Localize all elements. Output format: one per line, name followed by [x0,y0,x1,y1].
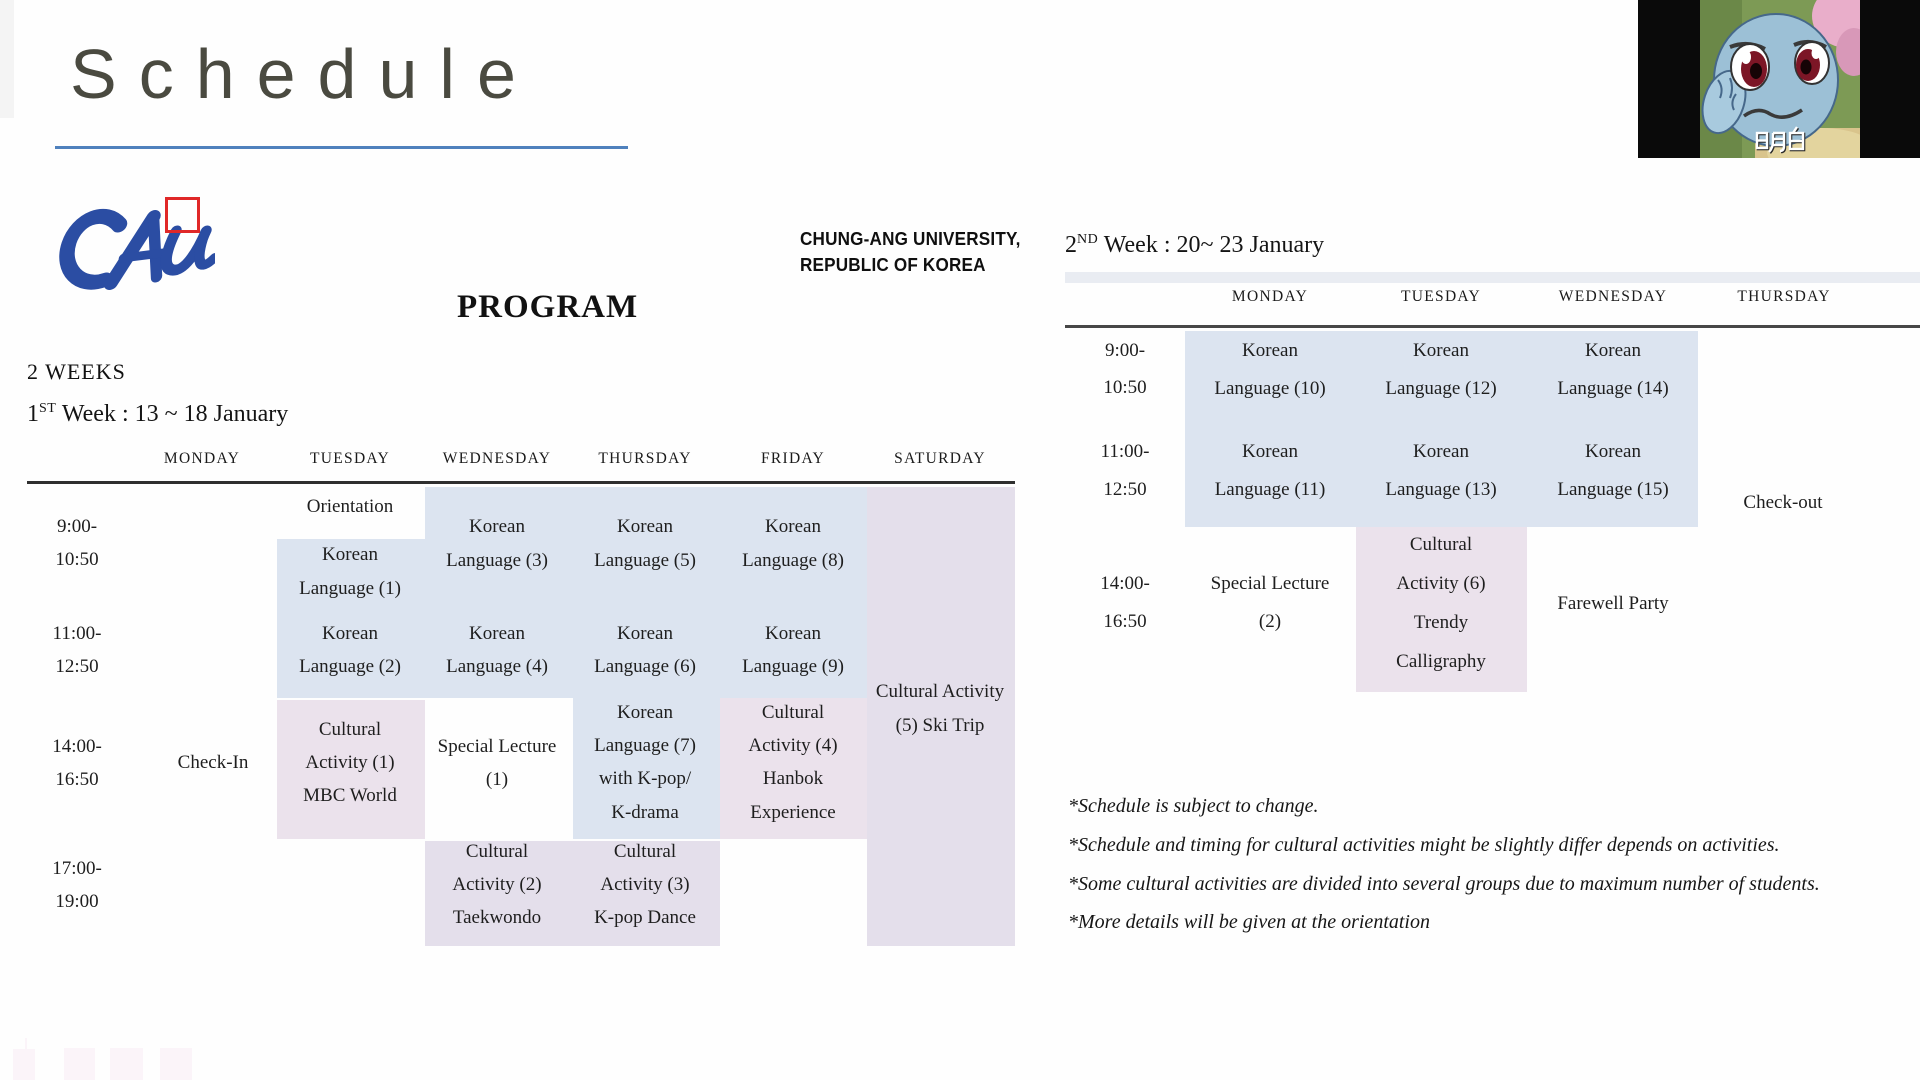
week2-day-header: THURSDAY [1737,288,1831,305]
week2-cell-label: Korean [1242,441,1298,462]
week2-cell-label: Korean [1585,340,1641,361]
webcam-overlay [1638,0,1920,158]
week1-cell-label: Language (7) [594,735,696,756]
corner-shade [0,0,14,118]
title-underline [55,146,628,149]
footnote: *Schedule and timing for cultural activities might be slightly differ depends on activities. [1068,833,1780,856]
week1-cell-label: Check-In [177,752,249,773]
week2-cell-label: Farewell Party [1557,593,1669,614]
week1-cell-label: Language (5) [594,550,696,571]
watermark-mark [160,1048,192,1080]
week1-cell-label: (1) [485,769,509,790]
university-line1: CHUNG-ANG UNIVERSITY, [800,229,1021,249]
week1-cell-label: Taekwondo [452,907,542,928]
week1-cell-label: Cultural [318,719,382,740]
week2-cell-label: Check-out [1743,492,1823,513]
week1-cell-label: 9:00- [56,516,98,537]
week1-cell-label: Language (6) [594,656,696,677]
footnote: *Schedule is subject to change. [1068,795,1319,817]
university-line2: REPUBLIC OF KOREA [800,255,986,275]
university-name [800,226,1021,278]
week1-cell-label: 12:50 [55,656,99,677]
week2-cell-label: Korean [1585,441,1641,462]
week1-cell-label: Cultural Activity [875,681,1005,702]
week2-cell-label: Language (10) [1214,378,1326,399]
week1-day-header: MONDAY [163,450,241,467]
week1-cell-label: Korean [765,623,821,644]
week1-cell-label: Cultural [613,841,677,862]
week2-cell-label: 9:00- [1104,340,1146,361]
page-title: Schedule [70,35,538,113]
week1-cell-label: Korean [322,623,378,644]
week1-cell-label: Special Lecture [437,736,557,757]
week1-day-header: SATURDAY [894,450,986,467]
week2-cell-label: Trendy [1413,612,1469,633]
week2-cell-label: Language (11) [1214,479,1326,500]
week2-day-header: WEDNESDAY [1558,288,1668,305]
webcam-caption [1638,127,1920,156]
week2-cell-label: 14:00- [1100,573,1150,594]
week2-day-header: MONDAY [1231,288,1309,305]
week1-title: 1ST Week : 13 ~ 18 January [27,401,289,427]
week2-cell-label: 16:50 [1103,611,1147,632]
week1-day-header: FRIDAY [760,450,826,467]
week1-cell-label: Korean [617,702,673,723]
week1-cell-label: 10:50 [55,549,99,570]
week1-cell-label: Hanbok [762,768,824,789]
week2-cell-label: (2) [1258,611,1282,632]
week1-cell-label: Language (4) [446,656,548,677]
footnote: *Some cultural activities are divided into several groups due to maximum number of students. [1068,872,1820,895]
week1-day-header: WEDNESDAY [442,450,552,467]
week1-cell-label: 11:00- [52,623,102,644]
watermark-mark [13,1049,35,1080]
week1-cell-label: Language (2) [299,656,401,677]
week1-cell-label: 19:00 [55,891,99,912]
program-heading: PROGRAM [457,289,639,325]
week2-cell-label: Activity (6) [1396,573,1486,594]
week2-day-header: TUESDAY [1400,288,1482,305]
week1-cell-label: Language (3) [446,550,548,571]
week2-cell-label: 10:50 [1103,377,1147,398]
week1-cell-label: with K-pop/ [598,768,692,789]
week1-cell-label: Activity (1) [305,752,395,773]
week1-cell-label: Language (9) [742,656,844,677]
footnote: *More details will be given at the orientation [1068,911,1430,934]
week1-day-header: THURSDAY [598,450,692,467]
week2-cell-label: Language (13) [1385,479,1497,500]
week1-cell-label: K-pop Dance [594,907,696,928]
week2-cell-label: Language (15) [1557,479,1669,500]
week1-cell-label: 14:00- [52,736,102,757]
week1-cell-label: Korean [469,516,525,537]
week1-cell-label: 17:00- [52,858,102,879]
week2-title: 2ND Week : 20~ 23 January [1065,232,1325,258]
week1-cell-label: Korean [322,544,378,565]
week1-cell-label: Experience [750,802,836,823]
week2-cell-label: Special Lecture [1210,573,1330,594]
week1-cell-label: Orientation [306,496,394,517]
week1-cell-label: K-drama [611,802,679,823]
week1-cell-label: Language (1) [299,578,401,599]
week2-cell-label: Language (14) [1557,378,1669,399]
week1-cell-label: Cultural [465,841,529,862]
week1-cell-label: 16:50 [55,769,99,790]
week2-cell-label: 12:50 [1103,479,1147,500]
week1-cell-label: (5) Ski Trip [895,715,985,736]
watermark-mark [110,1048,143,1080]
week2-cell-label: Korean [1413,340,1469,361]
watermark-mark [64,1048,95,1080]
week1-cell-label: Cultural [761,702,825,723]
week1-cell-label: Korean [765,516,821,537]
week1-cell-label: Activity (4) [748,735,838,756]
week1-cell-label: Activity (2) [452,874,542,895]
duration-label: 2 WEEKS [27,359,126,384]
week2-cell-label: Korean [1242,340,1298,361]
week1-day-header: TUESDAY [309,450,391,467]
week1-cell-label: Language (8) [742,550,844,571]
week2-header-rule [1065,325,1920,328]
week2-cell-label: Calligraphy [1396,651,1486,672]
week2-cell-label: 11:00- [1100,441,1150,462]
week1-cell-label: Activity (3) [600,874,690,895]
week2-cell-label: Korean [1413,441,1469,462]
week1-cell-label: MBC World [303,785,397,806]
week2-decor-band [1065,272,1920,283]
week2-cell-label: Cultural [1409,534,1473,555]
week2-cell-label: Language (12) [1385,378,1497,399]
footnotes [1068,787,1920,942]
logo-red-box [165,197,200,233]
week1-cell-label: Korean [617,623,673,644]
week1-header-rule [27,481,1015,484]
week1-cell-label: Korean [617,516,673,537]
week1-cell-label: Korean [469,623,525,644]
